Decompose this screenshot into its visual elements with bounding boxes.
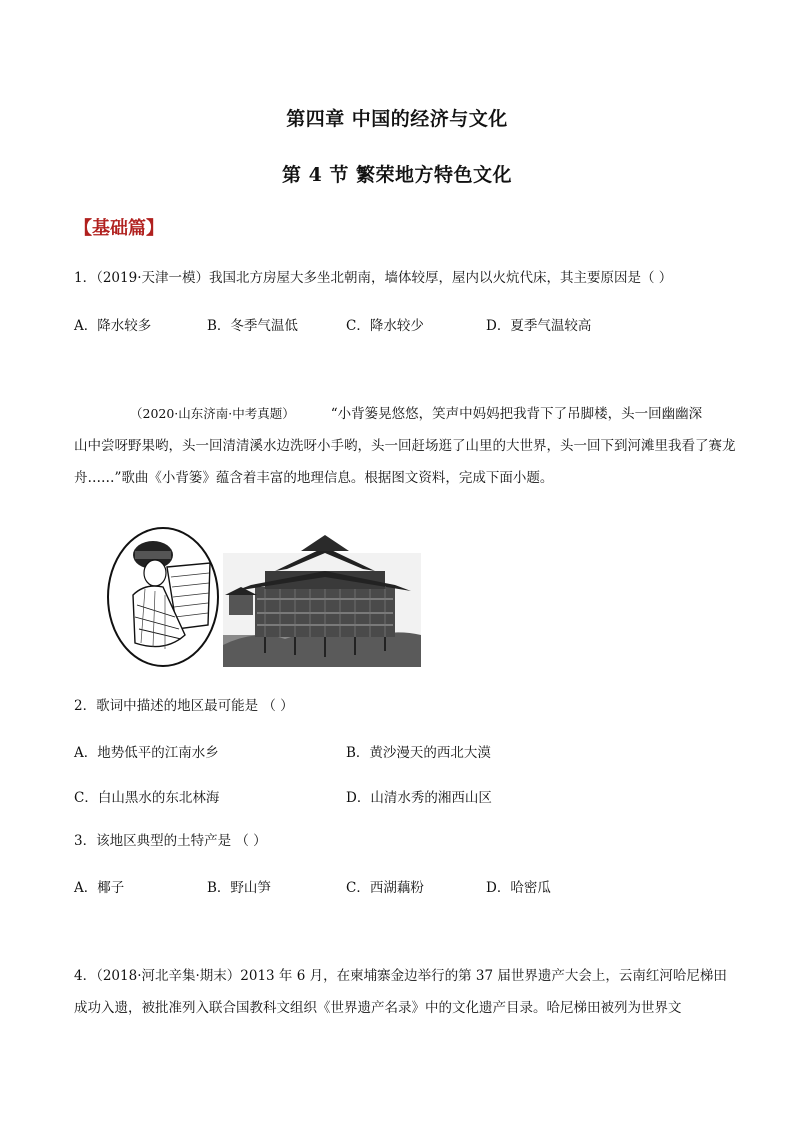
illustration-group xyxy=(105,525,425,670)
q2-option-b: B．黄沙漫天的西北大漠 xyxy=(346,745,491,761)
passage-rest: 山中尝呀野果哟，头一回清清溪水边洗呀小手哟，头一回赶场逛了山里的大世界，头一回下到河滩里我看了赛龙舟……”歌曲《小背篓》蕴含着丰富的地理信息。根据图文资料，完成下面小题。 xyxy=(74,438,736,486)
passage-line1: “小背篓晃悠悠，笑声中妈妈把我背下了吊脚楼，头一回幽幽深 xyxy=(330,406,703,422)
q1-option-b: B．冬季气温低 xyxy=(207,318,298,334)
q3-option-a: A．椰子 xyxy=(74,880,125,896)
q3-option-d: D．哈密瓜 xyxy=(486,880,551,896)
girl-with-back-basket-icon xyxy=(108,528,218,666)
question-4-text: 4．（2018·河北辛集·期末）2013 年 6 月，在柬埔寨金边举行的第 37 届世界遗产大会上，云南红河哈尼梯田成功入遗，被批准列入联合国教科文组织《世界遗产名录》中的文化遗产目录。哈尼梯田被列为世界文 xyxy=(74,968,727,1016)
q1-option-d: D．夏季气温较高 xyxy=(486,318,592,334)
q2-option-a: A．地势低平的江南水乡 xyxy=(74,745,219,761)
passage-source: （2020·山东济南·中考真题） xyxy=(130,406,295,421)
q3-option-c: C．西湖藕粉 xyxy=(346,880,424,896)
stilted-building-photo-icon xyxy=(223,535,421,667)
q1-option-c: C．降水较少 xyxy=(346,318,424,334)
q1-option-a: A．降水较多 xyxy=(74,318,152,334)
q2-option-d: D．山清水秀的湘西山区 xyxy=(346,790,492,806)
question-1-stem: 1．（2019·天津一模）我国北方房屋大多坐北朝南，墙体较厚，屋内以火炕代床，其主要原因是（ ） xyxy=(74,270,673,286)
question-2-stem: 2．歌词中描述的地区最可能是 （ ） xyxy=(74,698,294,714)
passage xyxy=(74,398,736,494)
question-3-stem: 3．该地区典型的土特产是 （ ） xyxy=(74,833,267,849)
q2-option-c: C．白山黑水的东北林海 xyxy=(74,790,220,806)
section-title: 第 4 节 繁荣地方特色文化 xyxy=(281,164,513,186)
section-label: 【基础篇】 xyxy=(74,218,164,239)
chapter-title: 第四章 中国的经济与文化 xyxy=(286,108,508,130)
q3-option-b: B．野山笋 xyxy=(207,880,271,896)
